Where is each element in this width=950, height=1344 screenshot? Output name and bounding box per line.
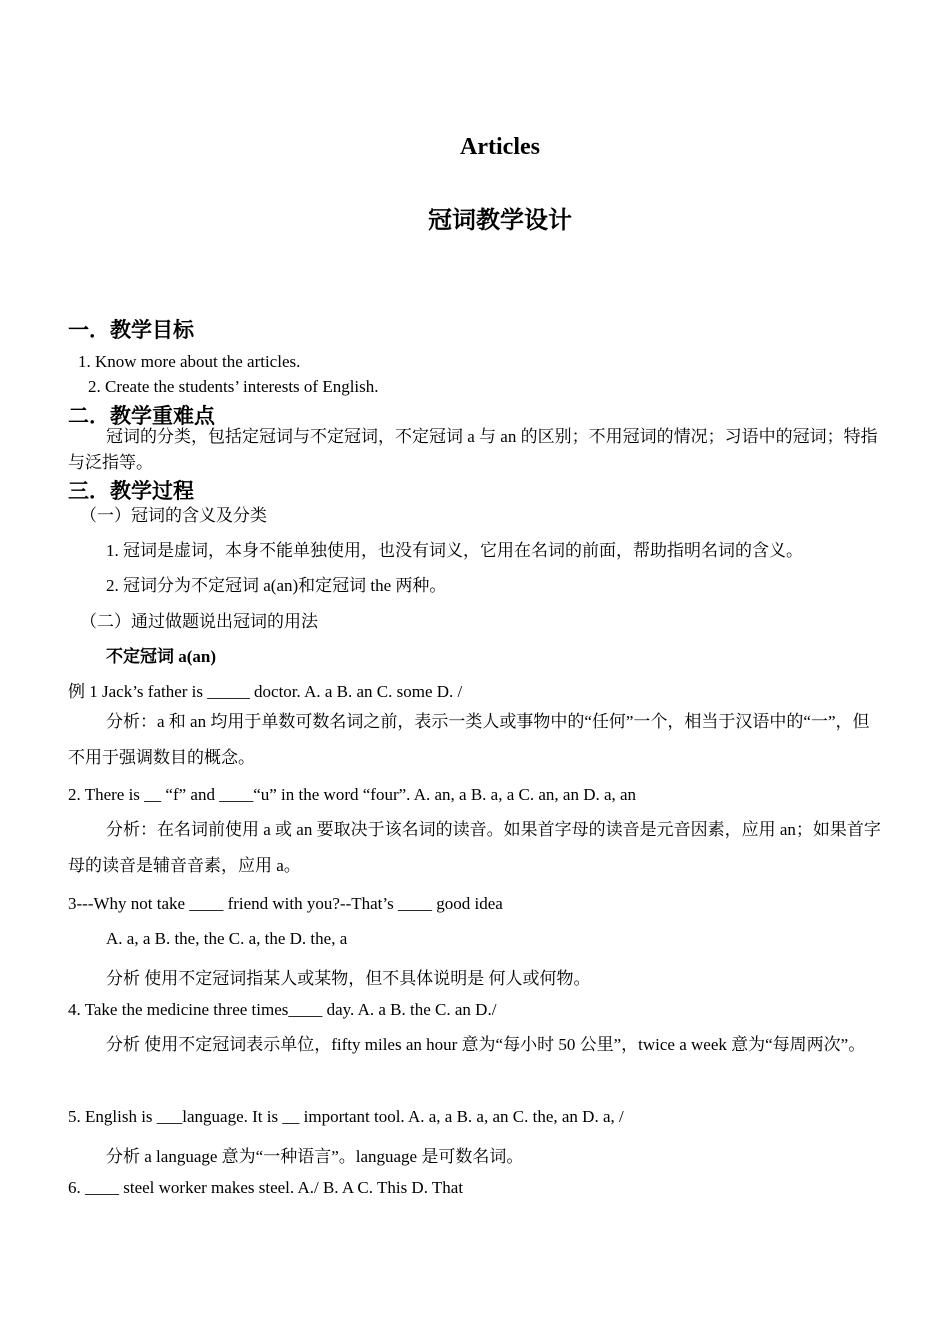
exercise-question-6: 6. ____ steel worker makes steel. A./ B. A C. This D. That: [68, 1178, 464, 1197]
exercise-analysis-4: 分析 使用不定冠词表示单位，fifty miles an hour 意为“每小时 50 公里”，twice a week 意为“每周两次”。: [106, 1035, 866, 1054]
exercise-analysis-5: 分析 a language 意为“一种语言”。language 是可数名词。: [106, 1147, 524, 1166]
exercise-question-5: 5. English is ___language. It is __ important tool. A. a, a B. a, an C. the, an D. a, /: [68, 1107, 624, 1126]
exercise-question-3: 3---Why not take ____ friend with you?--That’s ____ good idea: [68, 894, 503, 913]
subsection-usage: （二）通过做题说出冠词的用法: [80, 612, 318, 631]
exercise-question-4: 4. Take the medicine three times____ day. A. a B. the C. an D./: [68, 1000, 497, 1019]
exercise-question-2: 2. There is __ “f” and ____“u” in the word “four”. A. an, a B. a, a C. an, an D. a, an: [68, 785, 637, 804]
document-subtitle: 冠词教学设计: [428, 208, 572, 234]
document-title: Articles: [460, 134, 540, 160]
subsection-indefinite-article: 不定冠词 a(an): [106, 647, 217, 666]
objective-item-1: 1. Know more about the articles.: [78, 352, 301, 371]
exercise-analysis-1: 分析：a 和 an 均用于单数可数名词之前，表示一类人或事物中的“任何”一个，相当于汉语中的“一”，但不用于强调数目的概念。: [68, 712, 870, 767]
section-heading-process: 三．教学过程: [68, 479, 194, 503]
process-point-1: 1. 冠词是虚词，本身不能单独使用，也没有词义，它用在名词的前面，帮助指明名词的含义。: [106, 541, 803, 560]
objective-item-2: 2. Create the students’ interests of English.: [88, 377, 379, 396]
subsection-meaning: （一）冠词的含义及分类: [80, 506, 267, 525]
exercise-question-1: 例 1 Jack’s father is _____ doctor. A. a B. an C. some D. /: [68, 682, 463, 701]
section-heading-objectives: 一．教学目标: [68, 318, 194, 342]
exercise-analysis-3: 分析 使用不定冠词指某人或某物，但不具体说明是 何人或何物。: [106, 969, 591, 988]
exercise-analysis-2: 分析：在名词前使用 a 或 an 要取决于该名词的读音。如果首字母的读音是元音因素，应用 an；如果首字母的读音是辅音音素，应用 a。: [68, 820, 881, 875]
key-points-paragraph: 冠词的分类，包括定冠词与不定冠词，不定冠词 a 与 an 的区别；不用冠词的情况；习语中的冠词；特指与泛指等。: [68, 427, 878, 472]
exercise-options-3: A. a, a B. the, the C. a, the D. the, a: [106, 929, 348, 948]
section-heading-key-points: 二．教学重难点: [68, 404, 215, 428]
process-point-2: 2. 冠词分为不定冠词 a(an)和定冠词 the 两种。: [106, 576, 447, 595]
